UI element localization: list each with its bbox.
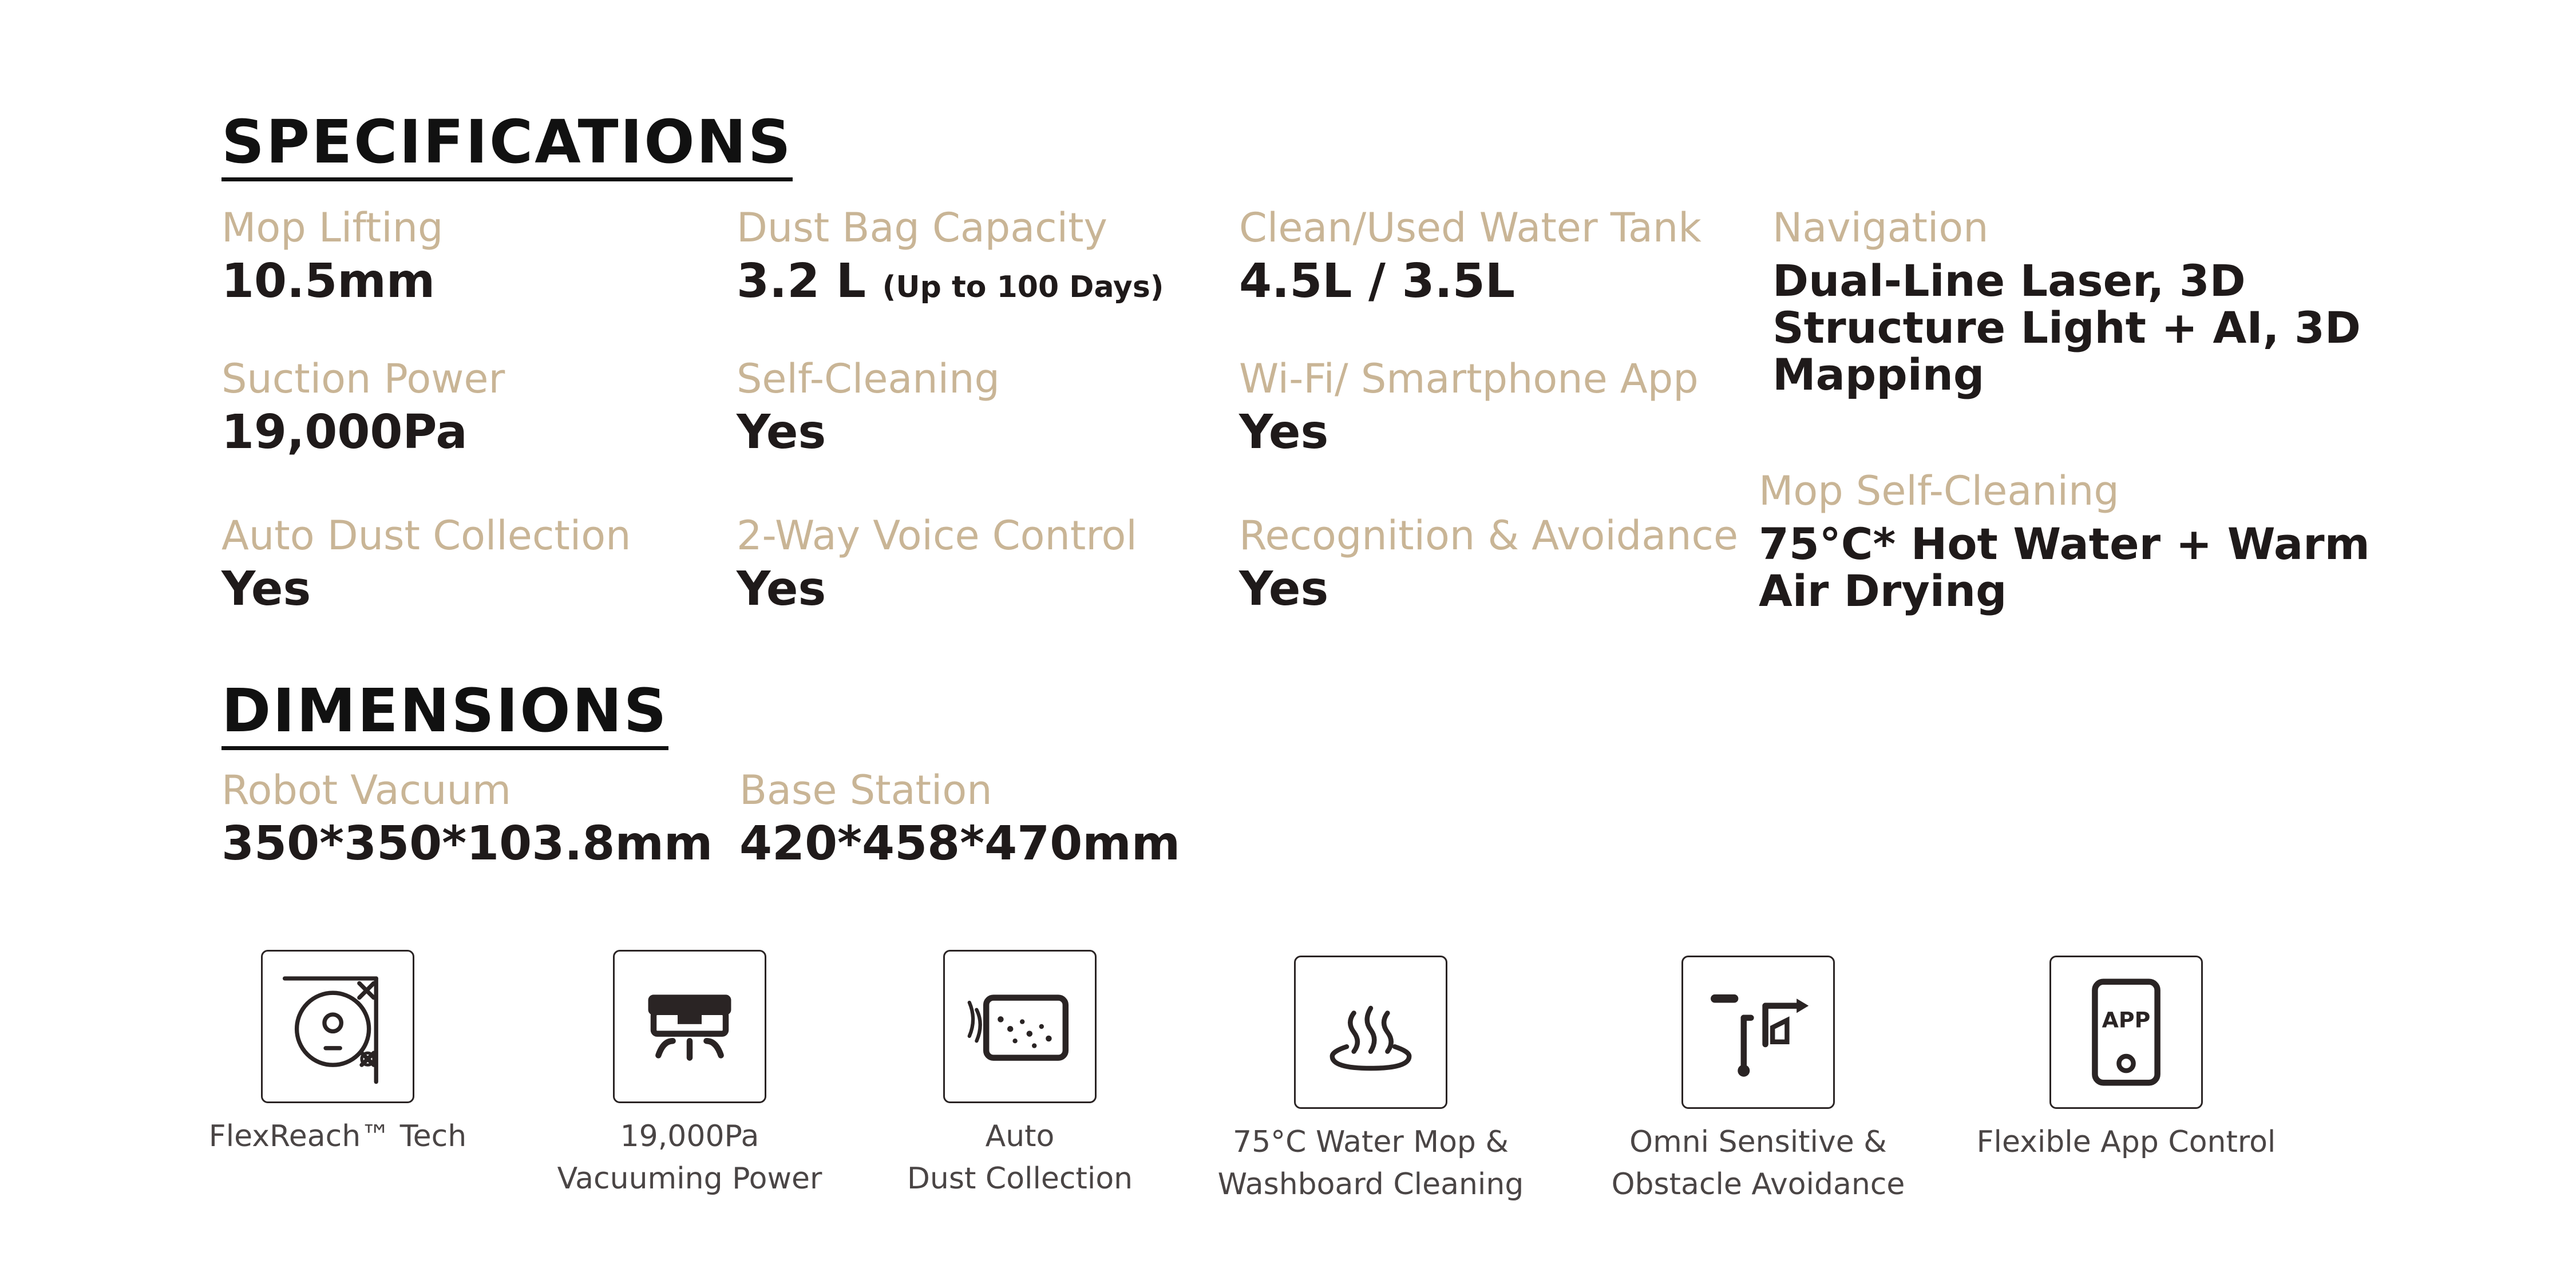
spec-value: Yes <box>1239 405 1329 459</box>
dust-bin-icon <box>960 966 1080 1087</box>
spec-auto-dust-collection <box>221 512 631 616</box>
spec-suction-power <box>221 355 505 459</box>
feature-caption-line: Omni Sensitive & <box>1629 1125 1887 1159</box>
spec-label: Mop Lifting <box>221 204 444 251</box>
spec-value: Yes <box>737 405 826 459</box>
obstacle-sensor-icon <box>1698 972 1818 1092</box>
dimensions-heading-text: DIMENSIONS <box>221 676 668 746</box>
spec-value <box>737 253 1164 308</box>
spec-value-note: (Up to 100 Days) <box>882 270 1164 304</box>
spec-label: Navigation <box>1772 204 1989 251</box>
dimensions-heading <box>221 676 668 750</box>
spec-voice-control <box>737 512 1137 616</box>
feature-suction-power <box>518 950 861 1200</box>
spec-value: 10.5mm <box>221 253 436 308</box>
feature-caption <box>518 1116 861 1200</box>
robot-vacuum-icon <box>278 966 398 1087</box>
spec-value-main: 3.2 L <box>737 253 866 308</box>
feature-icon-box <box>1294 956 1447 1109</box>
feature-icon-box <box>2049 956 2203 1109</box>
spec-self-cleaning <box>737 355 1000 459</box>
feature-caption-line: Vacuuming Power <box>557 1161 822 1196</box>
spec-mop-lifting <box>221 204 444 308</box>
feature-caption <box>848 1116 1192 1200</box>
feature-icon-box <box>1681 956 1835 1109</box>
spec-dust-bag-capacity <box>737 204 1164 308</box>
spec-value: 19,000Pa <box>221 405 468 459</box>
spec-value: 4.5L / 3.5L <box>1239 253 1515 308</box>
feature-icon-box <box>613 950 766 1103</box>
feature-caption <box>166 1116 509 1158</box>
feature-caption-line: Dust Collection <box>907 1161 1133 1196</box>
feature-caption-line: Flexible App Control <box>1976 1125 2276 1159</box>
feature-caption <box>1199 1121 1542 1206</box>
dim-value: 420*458*470mm <box>739 816 1181 871</box>
feature-auto-dust-collection <box>848 950 1192 1200</box>
spec-label: Clean/Used Water Tank <box>1239 204 1701 251</box>
dim-label: Robot Vacuum <box>221 767 512 814</box>
hot-water-icon <box>1311 972 1431 1092</box>
feature-flexreach <box>166 950 509 1158</box>
spec-water-tank <box>1239 204 1701 308</box>
dim-robot-vacuum <box>221 767 713 871</box>
feature-icon-box <box>943 950 1097 1103</box>
spec-label: Mop Self-Cleaning <box>1759 467 2119 514</box>
feature-caption-line: 19,000Pa <box>620 1119 759 1154</box>
dimensions-underline <box>221 746 668 750</box>
spec-label: Suction Power <box>221 355 505 402</box>
spec-value: Dual-Line Laser, 3D Structure Light + AI, 3D Mapping <box>1772 255 2361 400</box>
specifications-heading-text: SPECIFICATIONS <box>221 107 793 177</box>
feature-icon-box <box>261 950 414 1103</box>
specifications-heading <box>221 107 793 181</box>
spec-label: Self-Cleaning <box>737 355 1000 402</box>
spec-mop-self-cleaning <box>1759 467 2423 616</box>
spec-navigation <box>1772 204 2419 400</box>
feature-caption-line: Washboard Cleaning <box>1217 1167 1524 1202</box>
spec-label: Wi-Fi/ Smartphone App <box>1239 355 1699 402</box>
spec-value: 75°C* Hot Water + Warm Air Drying <box>1759 518 2370 616</box>
specifications-underline <box>221 177 793 181</box>
spec-label: Auto Dust Collection <box>221 512 631 559</box>
spec-label: Recognition & Avoidance <box>1239 512 1739 559</box>
spec-label: 2-Way Voice Control <box>737 512 1137 559</box>
feature-hot-water-mop <box>1199 956 1542 1206</box>
feature-caption-line: FlexReach™ Tech <box>208 1119 467 1154</box>
dim-base-station <box>739 767 1181 871</box>
svg-text:APP: APP <box>2102 1007 2151 1033</box>
spec-label: Dust Bag Capacity <box>737 204 1107 251</box>
feature-app-control <box>1943 956 2309 1164</box>
spec-value: Yes <box>1239 561 1329 616</box>
feature-obstacle-avoidance <box>1586 956 1930 1206</box>
feature-caption-line: Obstacle Avoidance <box>1611 1167 1905 1202</box>
feature-caption-line: Auto <box>985 1119 1055 1154</box>
spec-wifi-app <box>1239 355 1699 459</box>
spec-value: Yes <box>221 561 311 616</box>
spec-value: Yes <box>737 561 826 616</box>
spec-recognition-avoidance <box>1239 512 1739 616</box>
dim-label: Base Station <box>739 767 992 814</box>
app-phone-icon <box>2066 972 2186 1092</box>
feature-caption-line: 75°C Water Mop & <box>1232 1125 1509 1159</box>
feature-caption <box>1943 1121 2309 1164</box>
dim-value: 350*350*103.8mm <box>221 816 713 871</box>
feature-caption <box>1586 1121 1930 1206</box>
suction-icon <box>630 966 750 1087</box>
